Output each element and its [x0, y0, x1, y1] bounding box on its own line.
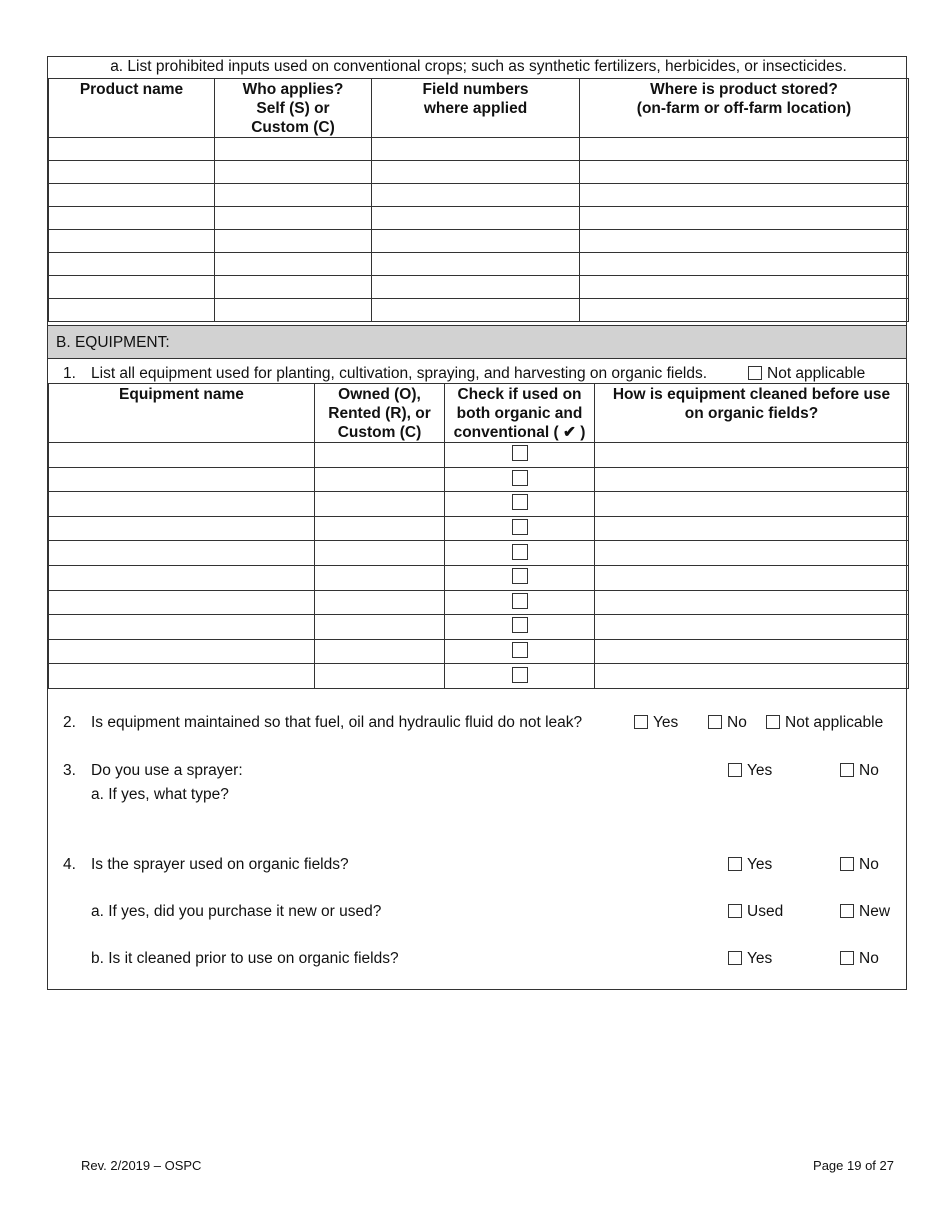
equipment-cell[interactable] — [315, 565, 445, 590]
equipment-row — [49, 565, 909, 590]
prohibited-input-cell[interactable] — [215, 230, 372, 253]
prohibited-input-cell[interactable] — [49, 276, 215, 299]
q3a-text: a. If yes, what type? — [91, 786, 229, 803]
equipment-cell[interactable] — [595, 443, 909, 468]
equipment-cell[interactable] — [595, 467, 909, 492]
header-owned-rented: Owned (O), Rented (R), or Custom (C) — [315, 384, 445, 443]
q1-not-applicable-label: Not applicable — [767, 365, 866, 382]
equipment-both-cell — [445, 492, 595, 517]
equipment-cell[interactable] — [315, 443, 445, 468]
equipment-cell[interactable] — [595, 516, 909, 541]
equipment-both-checkbox[interactable] — [512, 519, 528, 535]
prohibited-input-row — [49, 161, 909, 184]
header-field-numbers: Field numbers where applied — [372, 79, 580, 138]
equipment-cell[interactable] — [49, 565, 315, 590]
equipment-both-cell — [445, 443, 595, 468]
prohibited-input-cell[interactable] — [372, 161, 580, 184]
equipment-cell[interactable] — [315, 639, 445, 664]
prohibited-input-cell[interactable] — [372, 253, 580, 276]
prohibited-input-cell[interactable] — [372, 207, 580, 230]
prohibited-input-cell[interactable] — [215, 138, 372, 161]
section-equipment-title: B. EQUIPMENT: — [56, 334, 170, 351]
equipment-both-cell — [445, 664, 595, 689]
equipment-both-cell — [445, 516, 595, 541]
equipment-row — [49, 590, 909, 615]
prohibited-input-cell[interactable] — [49, 161, 215, 184]
q4b-no-label: No — [859, 950, 879, 967]
prohibited-input-cell[interactable] — [49, 207, 215, 230]
equipment-row — [49, 541, 909, 566]
q2-na-checkbox[interactable] — [766, 715, 780, 729]
prohibited-input-row — [49, 230, 909, 253]
q4a-text: a. If yes, did you purchase it new or used? — [91, 903, 382, 920]
equipment-both-checkbox[interactable] — [512, 445, 528, 461]
prohibited-input-cell[interactable] — [580, 207, 909, 230]
q3-no-label: No — [859, 762, 879, 779]
header-who-applies: Who applies? Self (S) or Custom (C) — [215, 79, 372, 138]
equipment-cell[interactable] — [595, 565, 909, 590]
prohibited-input-cell[interactable] — [215, 184, 372, 207]
q3-yes-option[interactable] — [728, 762, 772, 780]
q1-not-applicable-checkbox[interactable] — [748, 366, 762, 380]
equipment-cell[interactable] — [595, 639, 909, 664]
prohibited-input-cell[interactable] — [49, 299, 215, 322]
prohibited-inputs-table — [48, 56, 909, 322]
q3-text: Do you use a sprayer: — [91, 762, 243, 779]
q3-no-option[interactable] — [840, 762, 879, 780]
q4-yes-option[interactable] — [728, 856, 772, 874]
q4b-yes-checkbox[interactable] — [728, 951, 742, 965]
equipment-both-cell — [445, 615, 595, 640]
prohibited-input-cell[interactable] — [215, 207, 372, 230]
equipment-cell[interactable] — [49, 664, 315, 689]
q4-no-checkbox[interactable] — [840, 857, 854, 871]
prohibited-input-cell[interactable] — [580, 299, 909, 322]
equipment-both-checkbox[interactable] — [512, 544, 528, 560]
equipment-cell[interactable] — [49, 590, 315, 615]
prohibited-input-cell[interactable] — [215, 276, 372, 299]
equipment-both-cell — [445, 541, 595, 566]
equipment-both-checkbox[interactable] — [512, 617, 528, 633]
header-product-name: Product name — [49, 79, 215, 138]
q2-yes-checkbox[interactable] — [634, 715, 648, 729]
q4a-used-label: Used — [747, 903, 784, 920]
q4a-new-checkbox[interactable] — [840, 904, 854, 918]
prohibited-input-cell[interactable] — [215, 299, 372, 322]
q4-number: 4. — [63, 856, 76, 873]
equipment-cell[interactable] — [595, 615, 909, 640]
prohibited-input-cell[interactable] — [580, 138, 909, 161]
prohibited-inputs-caption: a. List prohibited inputs used on conventional crops; such as synthetic fertilizers, herbicides, or insecticides. — [49, 56, 909, 79]
prohibited-input-cell[interactable] — [49, 184, 215, 207]
header-used-both: Check if used on both organic and conventional ( ✔ ) — [445, 384, 595, 443]
equipment-row — [49, 467, 909, 492]
footer-page-number: Page 19 of 27 — [813, 1158, 894, 1173]
equipment-cell[interactable] — [315, 541, 445, 566]
equipment-cell[interactable] — [49, 443, 315, 468]
prohibited-input-cell[interactable] — [580, 253, 909, 276]
q4b-no-checkbox[interactable] — [840, 951, 854, 965]
prohibited-input-cell[interactable] — [580, 230, 909, 253]
equipment-both-checkbox[interactable] — [512, 593, 528, 609]
q3-no-checkbox[interactable] — [840, 763, 854, 777]
q4-no-label: No — [859, 856, 879, 873]
equipment-cell[interactable] — [595, 664, 909, 689]
equipment-cell[interactable] — [49, 467, 315, 492]
q4b-no-option[interactable] — [840, 950, 879, 968]
footer-revision: Rev. 2/2019 – OSPC — [81, 1158, 202, 1173]
q4a-new-option[interactable] — [840, 903, 890, 921]
q4a-new-label: New — [859, 903, 891, 920]
prohibited-input-cell[interactable] — [372, 184, 580, 207]
q2-yes-label: Yes — [653, 714, 679, 731]
q2-na-label: Not applicable — [785, 714, 884, 731]
equipment-both-checkbox[interactable] — [512, 494, 528, 510]
prohibited-input-row — [49, 207, 909, 230]
q2-no-label: No — [727, 714, 747, 731]
equipment-cell[interactable] — [315, 492, 445, 517]
prohibited-input-cell[interactable] — [49, 138, 215, 161]
header-where-stored: Where is product stored? (on-farm or off-farm location) — [580, 79, 909, 138]
prohibited-input-row — [49, 184, 909, 207]
q2-na-option[interactable] — [766, 714, 883, 732]
equipment-both-checkbox[interactable] — [512, 568, 528, 584]
q1-not-applicable-option[interactable] — [748, 365, 865, 383]
prohibited-input-row — [49, 253, 909, 276]
q1-number: 1. — [63, 365, 76, 382]
prohibited-input-cell[interactable] — [372, 138, 580, 161]
q4-yes-checkbox[interactable] — [728, 857, 742, 871]
prohibited-input-cell[interactable] — [215, 161, 372, 184]
prohibited-input-cell[interactable] — [49, 230, 215, 253]
equipment-both-checkbox[interactable] — [512, 470, 528, 486]
prohibited-input-cell[interactable] — [372, 230, 580, 253]
equipment-row — [49, 516, 909, 541]
prohibited-input-cell[interactable] — [580, 184, 909, 207]
equipment-cell[interactable] — [315, 664, 445, 689]
q2-text: Is equipment maintained so that fuel, oil and hydraulic fluid do not leak? — [91, 714, 583, 731]
equipment-both-cell — [445, 565, 595, 590]
equipment-both-checkbox[interactable] — [512, 642, 528, 658]
equipment-cell[interactable] — [49, 541, 315, 566]
equipment-cell[interactable] — [49, 492, 315, 517]
q4-yes-label: Yes — [747, 856, 773, 873]
q2-yes-option[interactable] — [634, 714, 678, 732]
q3-yes-checkbox[interactable] — [728, 763, 742, 777]
equipment-both-cell — [445, 639, 595, 664]
q4a-used-checkbox[interactable] — [728, 904, 742, 918]
equipment-row — [49, 615, 909, 640]
header-cleaning: How is equipment cleaned before use on organic fields? — [595, 384, 909, 443]
q4-text: Is the sprayer used on organic fields? — [91, 856, 349, 873]
prohibited-input-cell[interactable] — [580, 276, 909, 299]
equipment-cell[interactable] — [315, 590, 445, 615]
equipment-cell[interactable] — [315, 615, 445, 640]
equipment-row — [49, 492, 909, 517]
question-1 — [48, 362, 906, 384]
equipment-cell[interactable] — [49, 639, 315, 664]
q4b-text: b. Is it cleaned prior to use on organic fields? — [91, 950, 399, 967]
q1-text: List all equipment used for planting, cultivation, spraying, and harvesting on organic fields. — [91, 365, 708, 382]
equipment-both-cell — [445, 467, 595, 492]
section-equipment-header — [48, 325, 906, 359]
equipment-cell[interactable] — [49, 516, 315, 541]
q4b-yes-label: Yes — [747, 950, 773, 967]
prohibited-input-cell[interactable] — [215, 253, 372, 276]
equipment-cell[interactable] — [49, 615, 315, 640]
prohibited-input-row — [49, 299, 909, 322]
equipment-table — [48, 383, 909, 689]
q2-number: 2. — [63, 714, 76, 731]
prohibited-input-row — [49, 276, 909, 299]
q3-number: 3. — [63, 762, 76, 779]
equipment-cell[interactable] — [315, 516, 445, 541]
q4b-yes-option[interactable] — [728, 950, 772, 968]
equipment-row — [49, 664, 909, 689]
q2-no-option[interactable] — [708, 714, 747, 732]
prohibited-input-cell[interactable] — [49, 253, 215, 276]
q2-no-checkbox[interactable] — [708, 715, 722, 729]
equipment-row — [49, 443, 909, 468]
prohibited-input-row — [49, 138, 909, 161]
equipment-both-checkbox[interactable] — [512, 667, 528, 683]
header-equipment-name: Equipment name — [49, 384, 315, 443]
q4-no-option[interactable] — [840, 856, 879, 874]
prohibited-input-cell[interactable] — [372, 276, 580, 299]
prohibited-input-cell[interactable] — [372, 299, 580, 322]
form-frame — [47, 56, 907, 990]
equipment-cell[interactable] — [595, 590, 909, 615]
equipment-row — [49, 639, 909, 664]
q4a-used-option[interactable] — [728, 903, 783, 921]
equipment-cell[interactable] — [595, 541, 909, 566]
equipment-both-cell — [445, 590, 595, 615]
prohibited-input-cell[interactable] — [580, 161, 909, 184]
q3-yes-label: Yes — [747, 762, 773, 779]
equipment-cell[interactable] — [315, 467, 445, 492]
equipment-cell[interactable] — [595, 492, 909, 517]
